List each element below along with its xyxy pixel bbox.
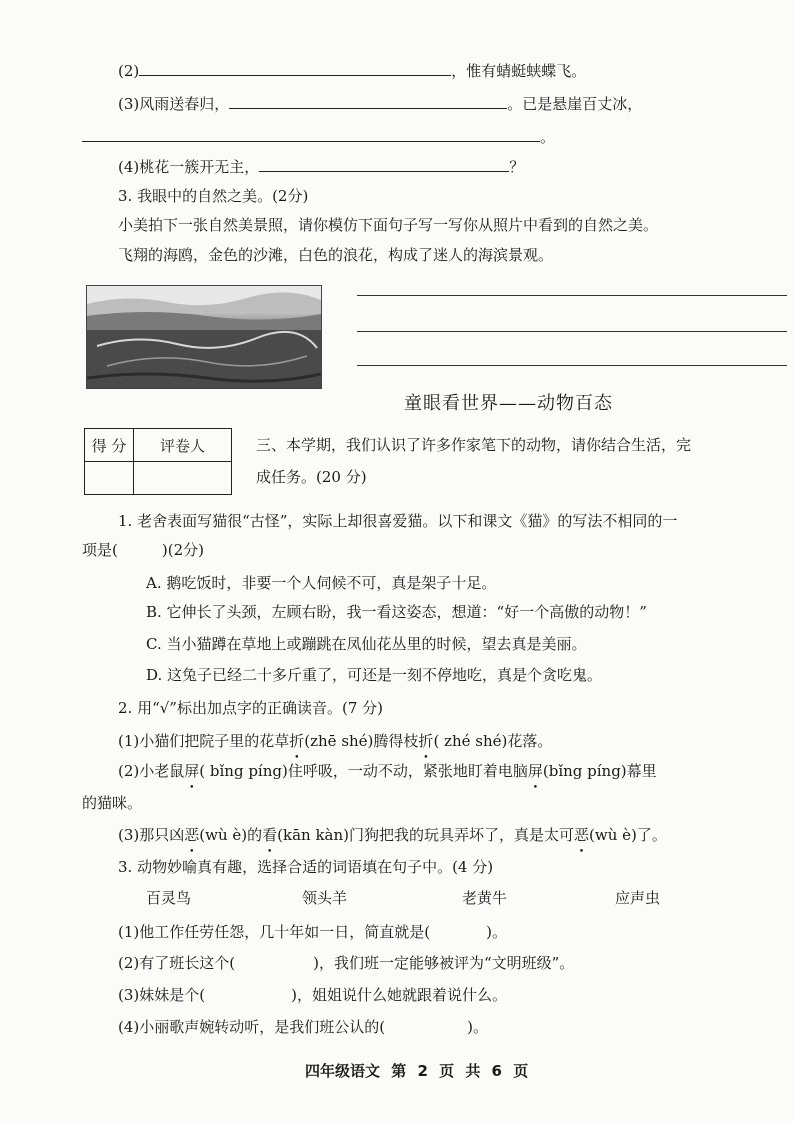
answer-blank[interactable] — [82, 127, 540, 142]
part3-line1: 三、本学期，我们认识了许多作家笔下的动物，请你结合生活，完 — [256, 436, 692, 454]
section-heading: 童眼看世界——动物百态 — [404, 393, 613, 414]
grader-cell[interactable] — [134, 462, 232, 495]
grader-header: 评卷人 — [134, 429, 232, 462]
poem-line-4: (4)桃花一簇开无主， ？ — [118, 158, 525, 176]
writing-line[interactable] — [357, 295, 787, 296]
score-header: 得 分 — [85, 429, 134, 462]
mc-question-line1: 1. 老舍表面写猫很“古怪”，实际上却很喜爱猫。以下和课文《猫》的写法不相同的一 — [118, 512, 678, 530]
q3-example: 飞翔的海鸥，金色的沙滩，白色的浪花，构成了迷人的海滨景观。 — [118, 246, 554, 264]
word-bank-1: 百灵鸟 — [146, 889, 192, 907]
word-bank-2: 领头羊 — [302, 889, 348, 907]
word-bank-4: 应声虫 — [615, 889, 661, 907]
dotted-char: 折 — [289, 732, 305, 750]
mc-option-d[interactable]: D. 这兔子已经二十多斤重了，可还是一刻不停地吃，真是个贪吃鬼。 — [146, 666, 603, 684]
mc-option-c[interactable]: C. 当小猫蹲在草地上或蹦跳在凤仙花丛里的时候，望去真是美丽。 — [146, 635, 587, 653]
dotted-char: 恶 — [574, 826, 590, 844]
fill-sentence-3: (3)妹妹是个( )，姐姐说什么她就跟着说什么。 — [118, 986, 507, 1004]
poem-line-3b: 。 — [82, 126, 555, 148]
landscape-illustration — [87, 286, 321, 388]
part3-line2: 成任务。(20 分) — [256, 468, 367, 486]
pron-sentence-1: (1)小猫们把院子里的花草折(zhē shé)腾得枝折( zhé shé)花落。 — [118, 732, 553, 750]
score-cell[interactable] — [85, 462, 134, 495]
word-bank-3: 老黄牛 — [462, 889, 508, 907]
mc-question-line2: 项是( )(2分) — [82, 541, 204, 559]
pron-sentence-3: (3)那只凶恶(wù è)的看(kān kàn)门狗把我的玩具弄坏了，真是太可恶(wù è)了。 — [118, 826, 667, 844]
pron-sentence-2-cont: 的猫咪。 — [82, 794, 143, 812]
fill-sentence-4: (4)小丽歌声婉转动听，是我们班公认的( )。 — [118, 1018, 488, 1036]
mc-option-a[interactable]: A. 鹅吃饭时，非要一个人伺候不可，真是架子十足。 — [146, 574, 497, 592]
poem-line-2: (2) ，惟有蜻蜓蛱蝶飞。 — [118, 62, 587, 80]
landscape-photo — [86, 285, 322, 389]
q3-instruction: 小美拍下一张自然美景照，请你模仿下面句子写一写你从照片中看到的自然之美。 — [118, 216, 659, 234]
dotted-char: 看 — [262, 826, 278, 844]
q3-title: 3. 我眼中的自然之美。(2分) — [118, 187, 309, 205]
dotted-char: 恶 — [184, 826, 200, 844]
poem-line-3: (3)风雨送春归， 。已是悬崖百丈冰， — [118, 95, 643, 113]
fill-title: 3. 动物妙喻真有趣，选择合适的词语填在句子中。(4 分) — [118, 858, 494, 876]
page-footer: 四年级语文 第 2 页 共 6 页 — [305, 1062, 529, 1080]
score-table — [84, 428, 232, 495]
fill-sentence-1: (1)他工作任劳任怨，几十年如一日，简直就是( )。 — [118, 923, 507, 941]
answer-blank[interactable] — [229, 94, 507, 109]
writing-line[interactable] — [357, 365, 787, 366]
dotted-char: 折 — [418, 732, 434, 750]
pron-sentence-2: (2)小老鼠屏( bǐng píng)住呼吸，一动不动，紧张地盯着电脑屏(bǐng píng)幕里 — [118, 762, 657, 780]
fill-sentence-2: (2)有了班长这个( )，我们班一定能够被评为“文明班级”。 — [118, 954, 575, 972]
answer-blank[interactable] — [259, 157, 509, 172]
answer-blank[interactable] — [139, 61, 451, 76]
mc-option-b[interactable]: B. 它伸长了头颈，左顾右盼，我一看这姿态，想道：“好一个高傲的动物！” — [146, 603, 647, 621]
pron-title: 2. 用“√”标出加点字的正确读音。(7 分) — [118, 699, 383, 717]
dotted-char: 屏 — [184, 762, 200, 780]
dotted-char: 屏 — [527, 762, 543, 780]
writing-line[interactable] — [357, 331, 787, 332]
